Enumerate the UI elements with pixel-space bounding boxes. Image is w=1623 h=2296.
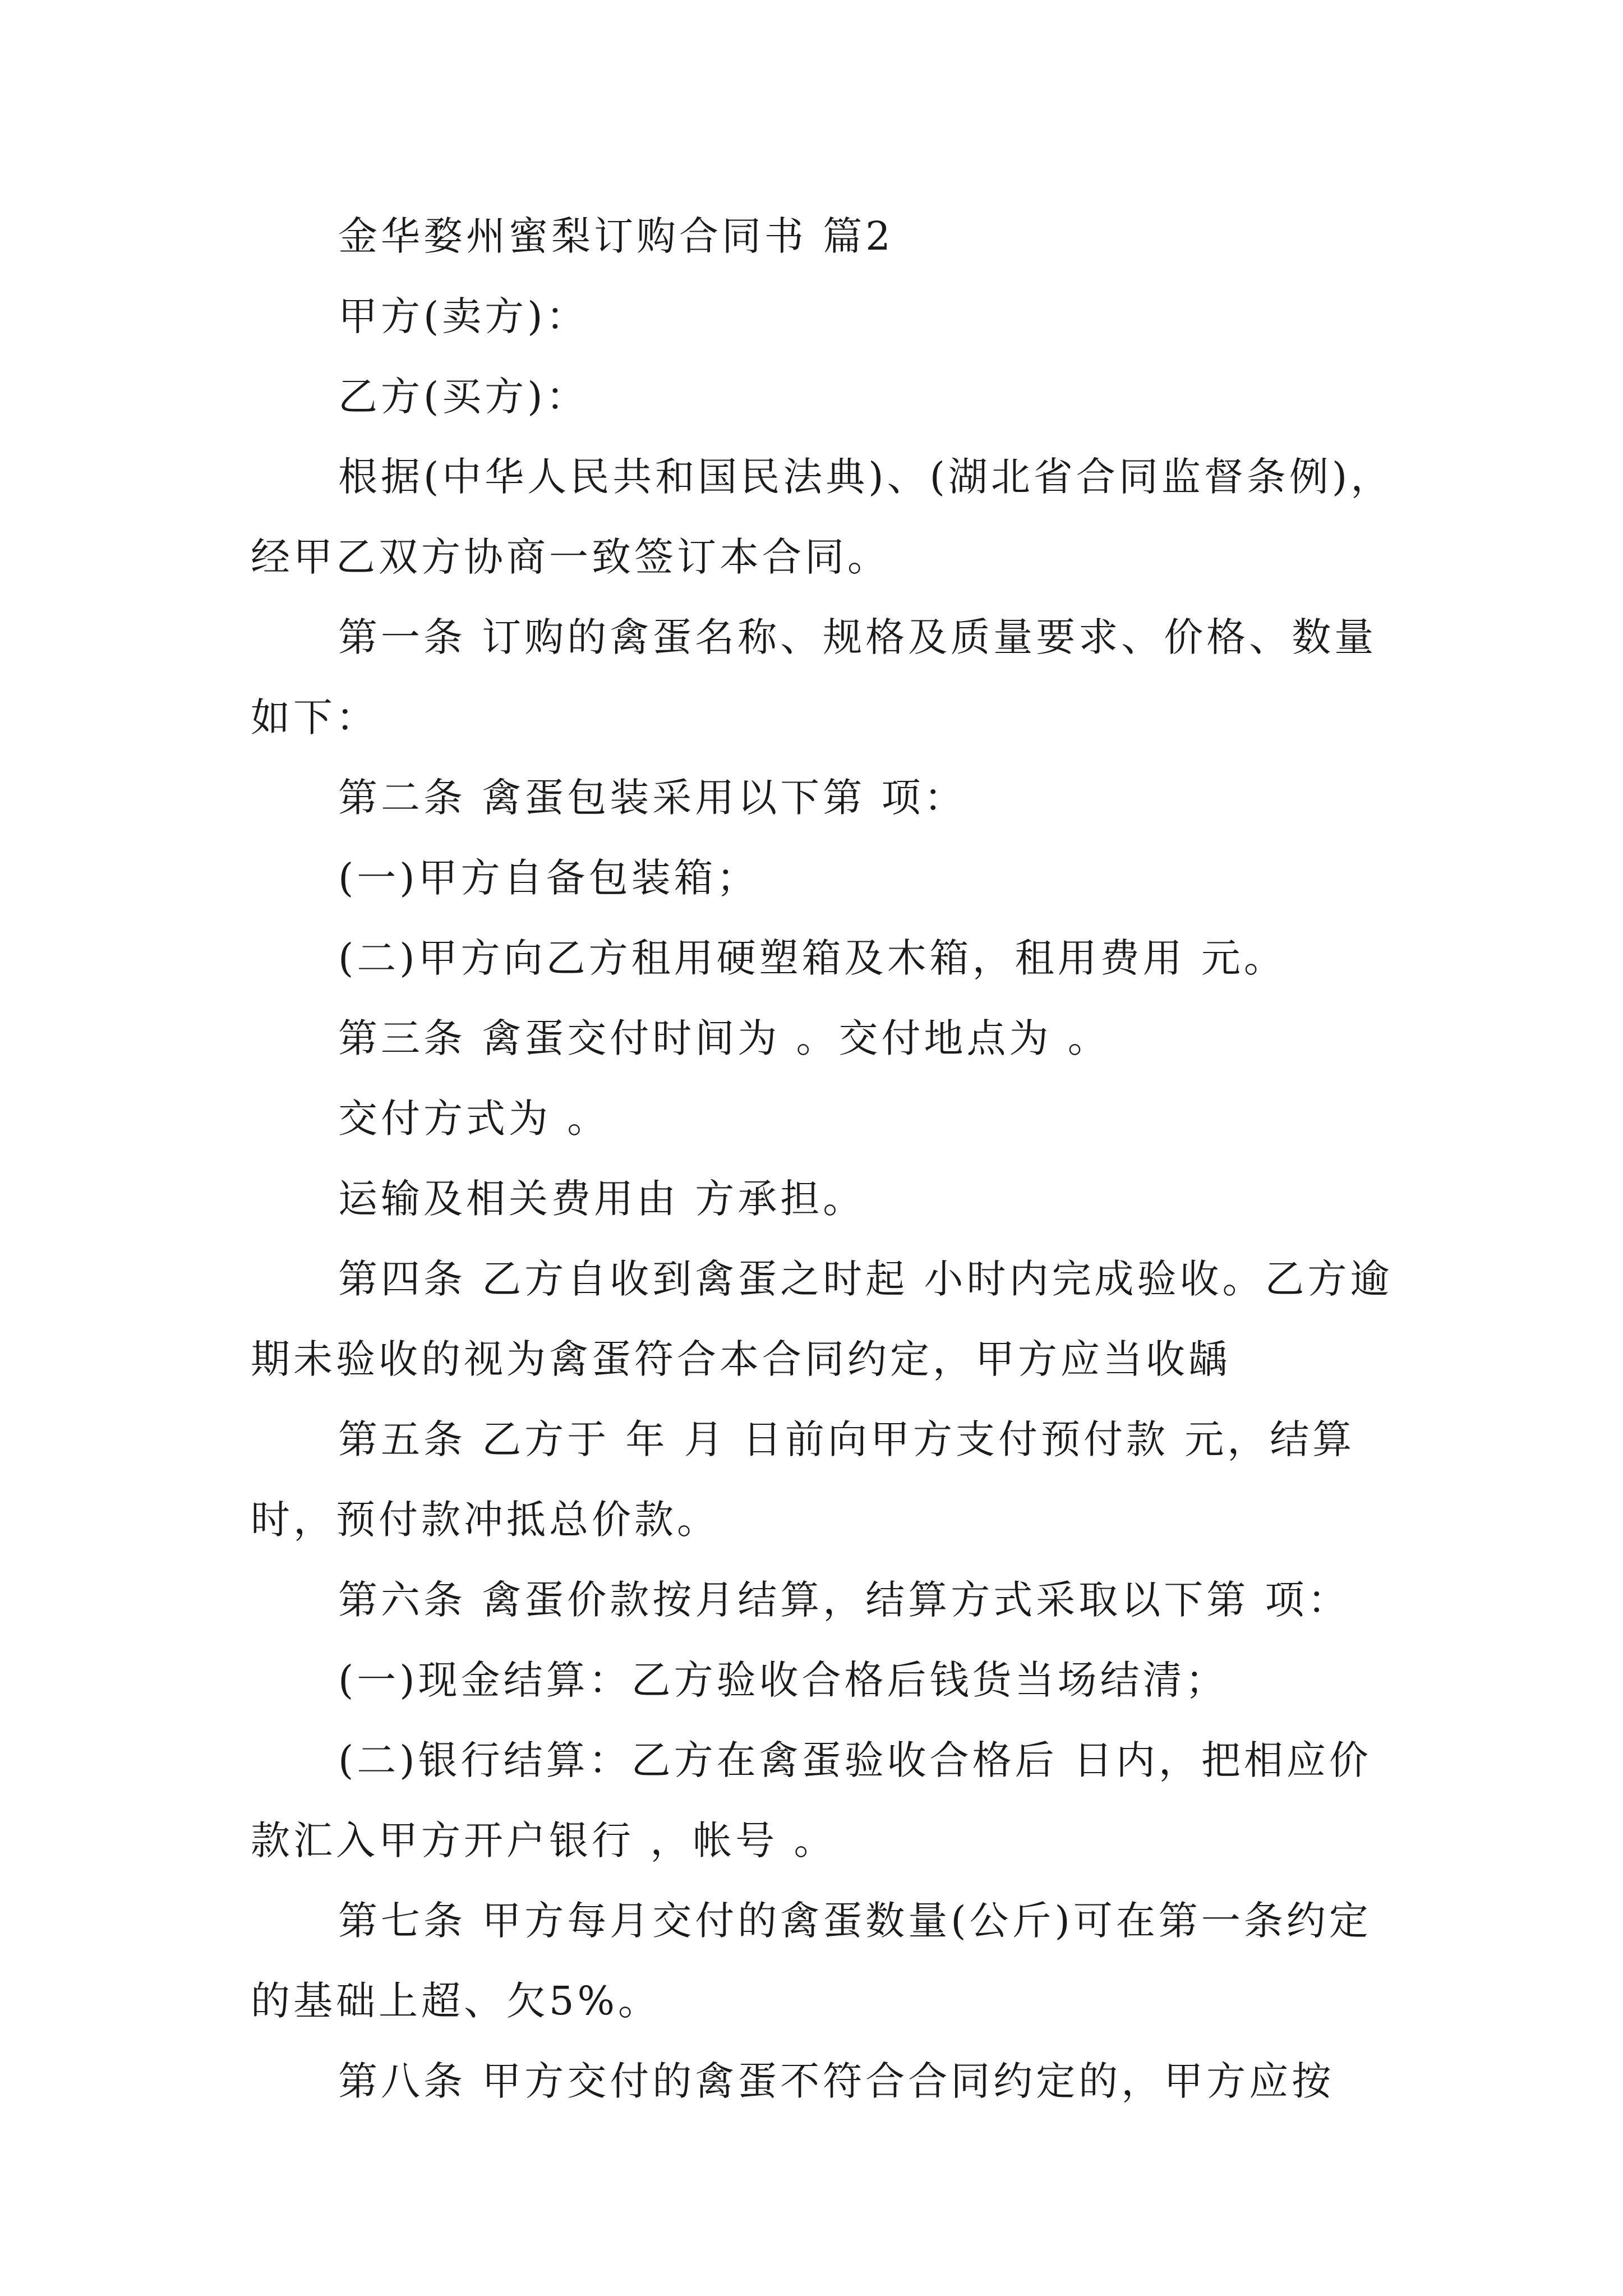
article-2: 第二条 禽蛋包装采用以下第 项：: [338, 775, 967, 821]
legal-basis-paragraph: 根据(中华人民共和国民法典)、(湖北省合同监督条例)，经甲乙双方协商一致签订本合同。: [251, 454, 1394, 580]
transport-cost-line: 运输及相关费用由 方承担。: [338, 1176, 866, 1222]
article-2-option-2: (二)甲方向乙方租用硬塑箱及木箱，租用费用 元。: [338, 935, 1287, 981]
article-2-option-1: (一)甲方自备包装箱；: [338, 855, 759, 901]
article-3: 第三条 禽蛋交付时间为 。交付地点为 。: [338, 1015, 1110, 1061]
article-6: 第六条 禽蛋价款按月结算，结算方式采取以下第 项：: [338, 1577, 1350, 1623]
article-5: 第五条 乙方于 年 月 日前向甲方支付预付款 元，结算时，预付款冲抵总价款。: [251, 1416, 1355, 1543]
article-1: 第一条 订购的禽蛋名称、规格及质量要求、价格、数量如下：: [251, 614, 1377, 740]
article-8: 第八条 甲方交付的禽蛋不符合合同约定的，甲方应按: [338, 2058, 1335, 2104]
article-6-option-1: (一)现金结算：乙方验收合格后钱货当场结清；: [338, 1657, 1228, 1703]
article-6-option-2: (二)银行结算：乙方在禽蛋验收合格后 日内，把相应价款汇入甲方开户银行 ，帐号 。: [251, 1737, 1372, 1864]
article-4: 第四条 乙方自收到禽蛋之时起 小时内完成验收。乙方逾期未验收的视为禽蛋符合本合同约定，甲方应当收龋: [251, 1256, 1393, 1382]
article-7: 第七条 甲方每月交付的禽蛋数量(公斤)可在第一条约定的基础上超、欠5%。: [251, 1898, 1372, 2024]
delivery-method-line: 交付方式为 。: [338, 1096, 610, 1142]
party-b-line: 乙方(买方)：: [338, 374, 589, 420]
party-a-line: 甲方(卖方)：: [338, 293, 589, 339]
document-title: 金华婺州蜜梨订购合同书 篇2: [338, 213, 894, 259]
document-body: [251, 196, 1406, 2122]
